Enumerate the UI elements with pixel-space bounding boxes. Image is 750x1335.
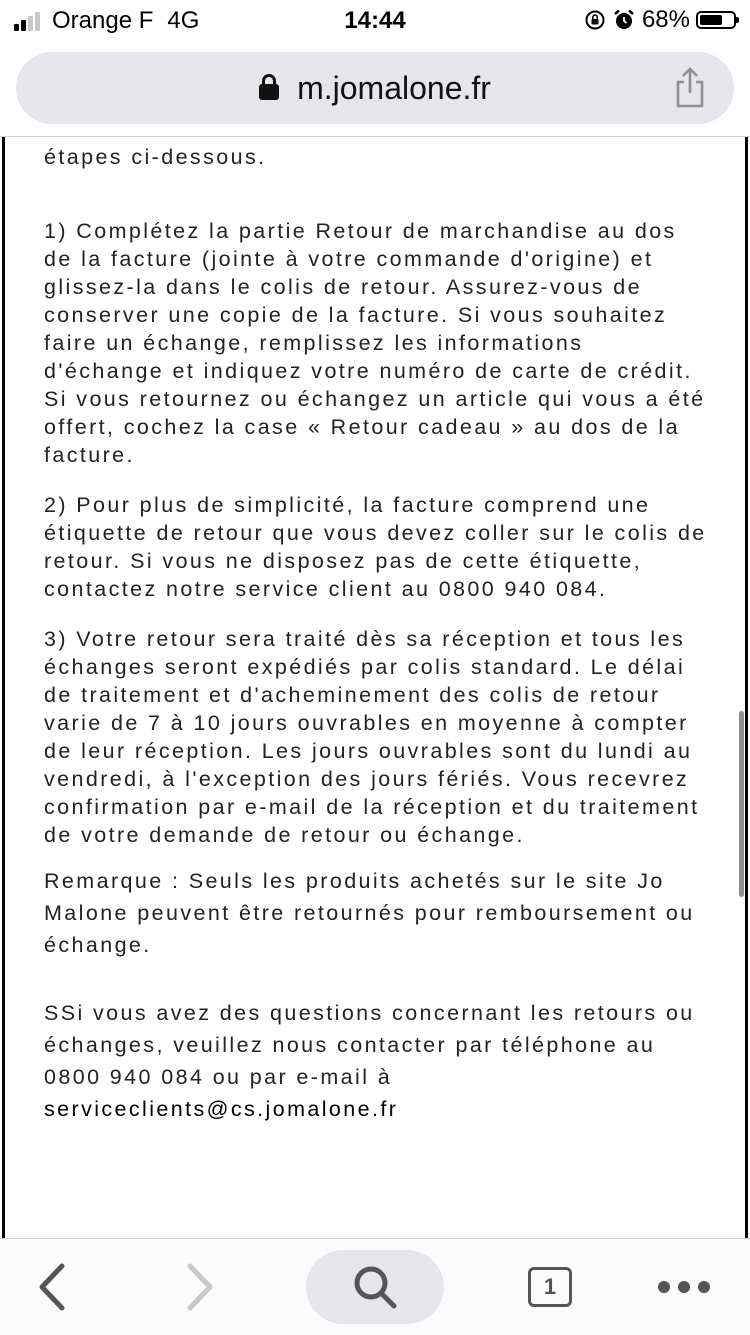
lock-icon [259, 84, 279, 100]
search-button[interactable] [306, 1239, 444, 1335]
step-1-paragraph: 1) Complétez la partie Retour de marchandise au dos de la facture (jointe à votre commande d'origine) et glissez-la dans le colis de retour. Assurez-vous de conserver une copie de la facture. Si vous souhaitez faire un échange, remplissez les informations d'échange et indiquez votre numéro de carte de crédit. Si vous retournez ou échangez un article qui vous a été offert, cochez la case « Retour cadeau » au dos de la facture. [44, 219, 706, 467]
address-bar[interactable] [16, 52, 734, 124]
carrier-name: Orange F [52, 7, 154, 34]
intro-tail: étapes ci-dessous. [44, 145, 267, 169]
browser-toolbar [0, 1238, 750, 1335]
content-left-border [2, 137, 5, 1239]
tab-count: 1 [543, 1274, 557, 1299]
search-pill[interactable] [306, 1250, 444, 1324]
scrollbar-thumb[interactable] [739, 711, 744, 897]
network-type: 4G [167, 7, 200, 34]
search-icon [351, 1263, 399, 1311]
status-time: 14:44 [344, 7, 406, 34]
web-content[interactable] [0, 136, 750, 1239]
tabs-icon [528, 1267, 572, 1307]
back-button[interactable] [20, 1239, 84, 1335]
more-icon [654, 1281, 714, 1293]
status-right [584, 6, 736, 34]
url-display[interactable] [16, 70, 734, 107]
status-bar [0, 0, 750, 42]
forward-button[interactable] [168, 1239, 232, 1335]
contact-text: SSi vous avez des questions concernant les retours ou échanges, veuillez nous contacter par téléphone au 0800 940 084 ou par e-mail à [44, 1001, 695, 1089]
remark-paragraph: Remarque : Seuls les produits achetés sur le site Jo Malone peuvent être retournés pour remboursement ou échange. [44, 869, 695, 957]
orientation-lock-icon [584, 9, 606, 31]
alarm-icon [612, 8, 636, 32]
step-2-paragraph: 2) Pour plus de simplicité, la facture comprend une étiquette de retour que vous devez coller sur le colis de retour. Si vous ne disposez pas de cette étiquette, contactez notre service client au 0800 940 084. [44, 493, 707, 601]
more-button[interactable] [648, 1239, 720, 1335]
returns-article [44, 137, 710, 1125]
contact-paragraph [44, 997, 710, 1125]
share-icon[interactable] [672, 66, 708, 108]
email-link[interactable]: serviceclients@cs.jomalone.fr [44, 1097, 399, 1121]
forward-icon [185, 1263, 215, 1311]
url-text: m.jomalone.fr [297, 70, 491, 106]
tabs-button[interactable] [518, 1239, 582, 1335]
content-right-border [745, 137, 748, 1239]
battery-percent: 68% [641, 6, 690, 33]
step-3-paragraph: 3) Votre retour sera traité dès sa réception et tous les échanges seront expédiés par colis standard. Le délai de traitement et d'acheminement des colis de retour varie de 7 à 10 jours ouvrables en moyenne à compter de leur réception. Les jours ouvrables sont du lundi au vendredi, à l'exception des jours fériés. Vous recevrez confirmation par e-mail de la réception et du traitement de votre demande de retour ou échange. [44, 627, 700, 847]
battery-icon [696, 11, 736, 29]
back-icon [37, 1263, 67, 1311]
